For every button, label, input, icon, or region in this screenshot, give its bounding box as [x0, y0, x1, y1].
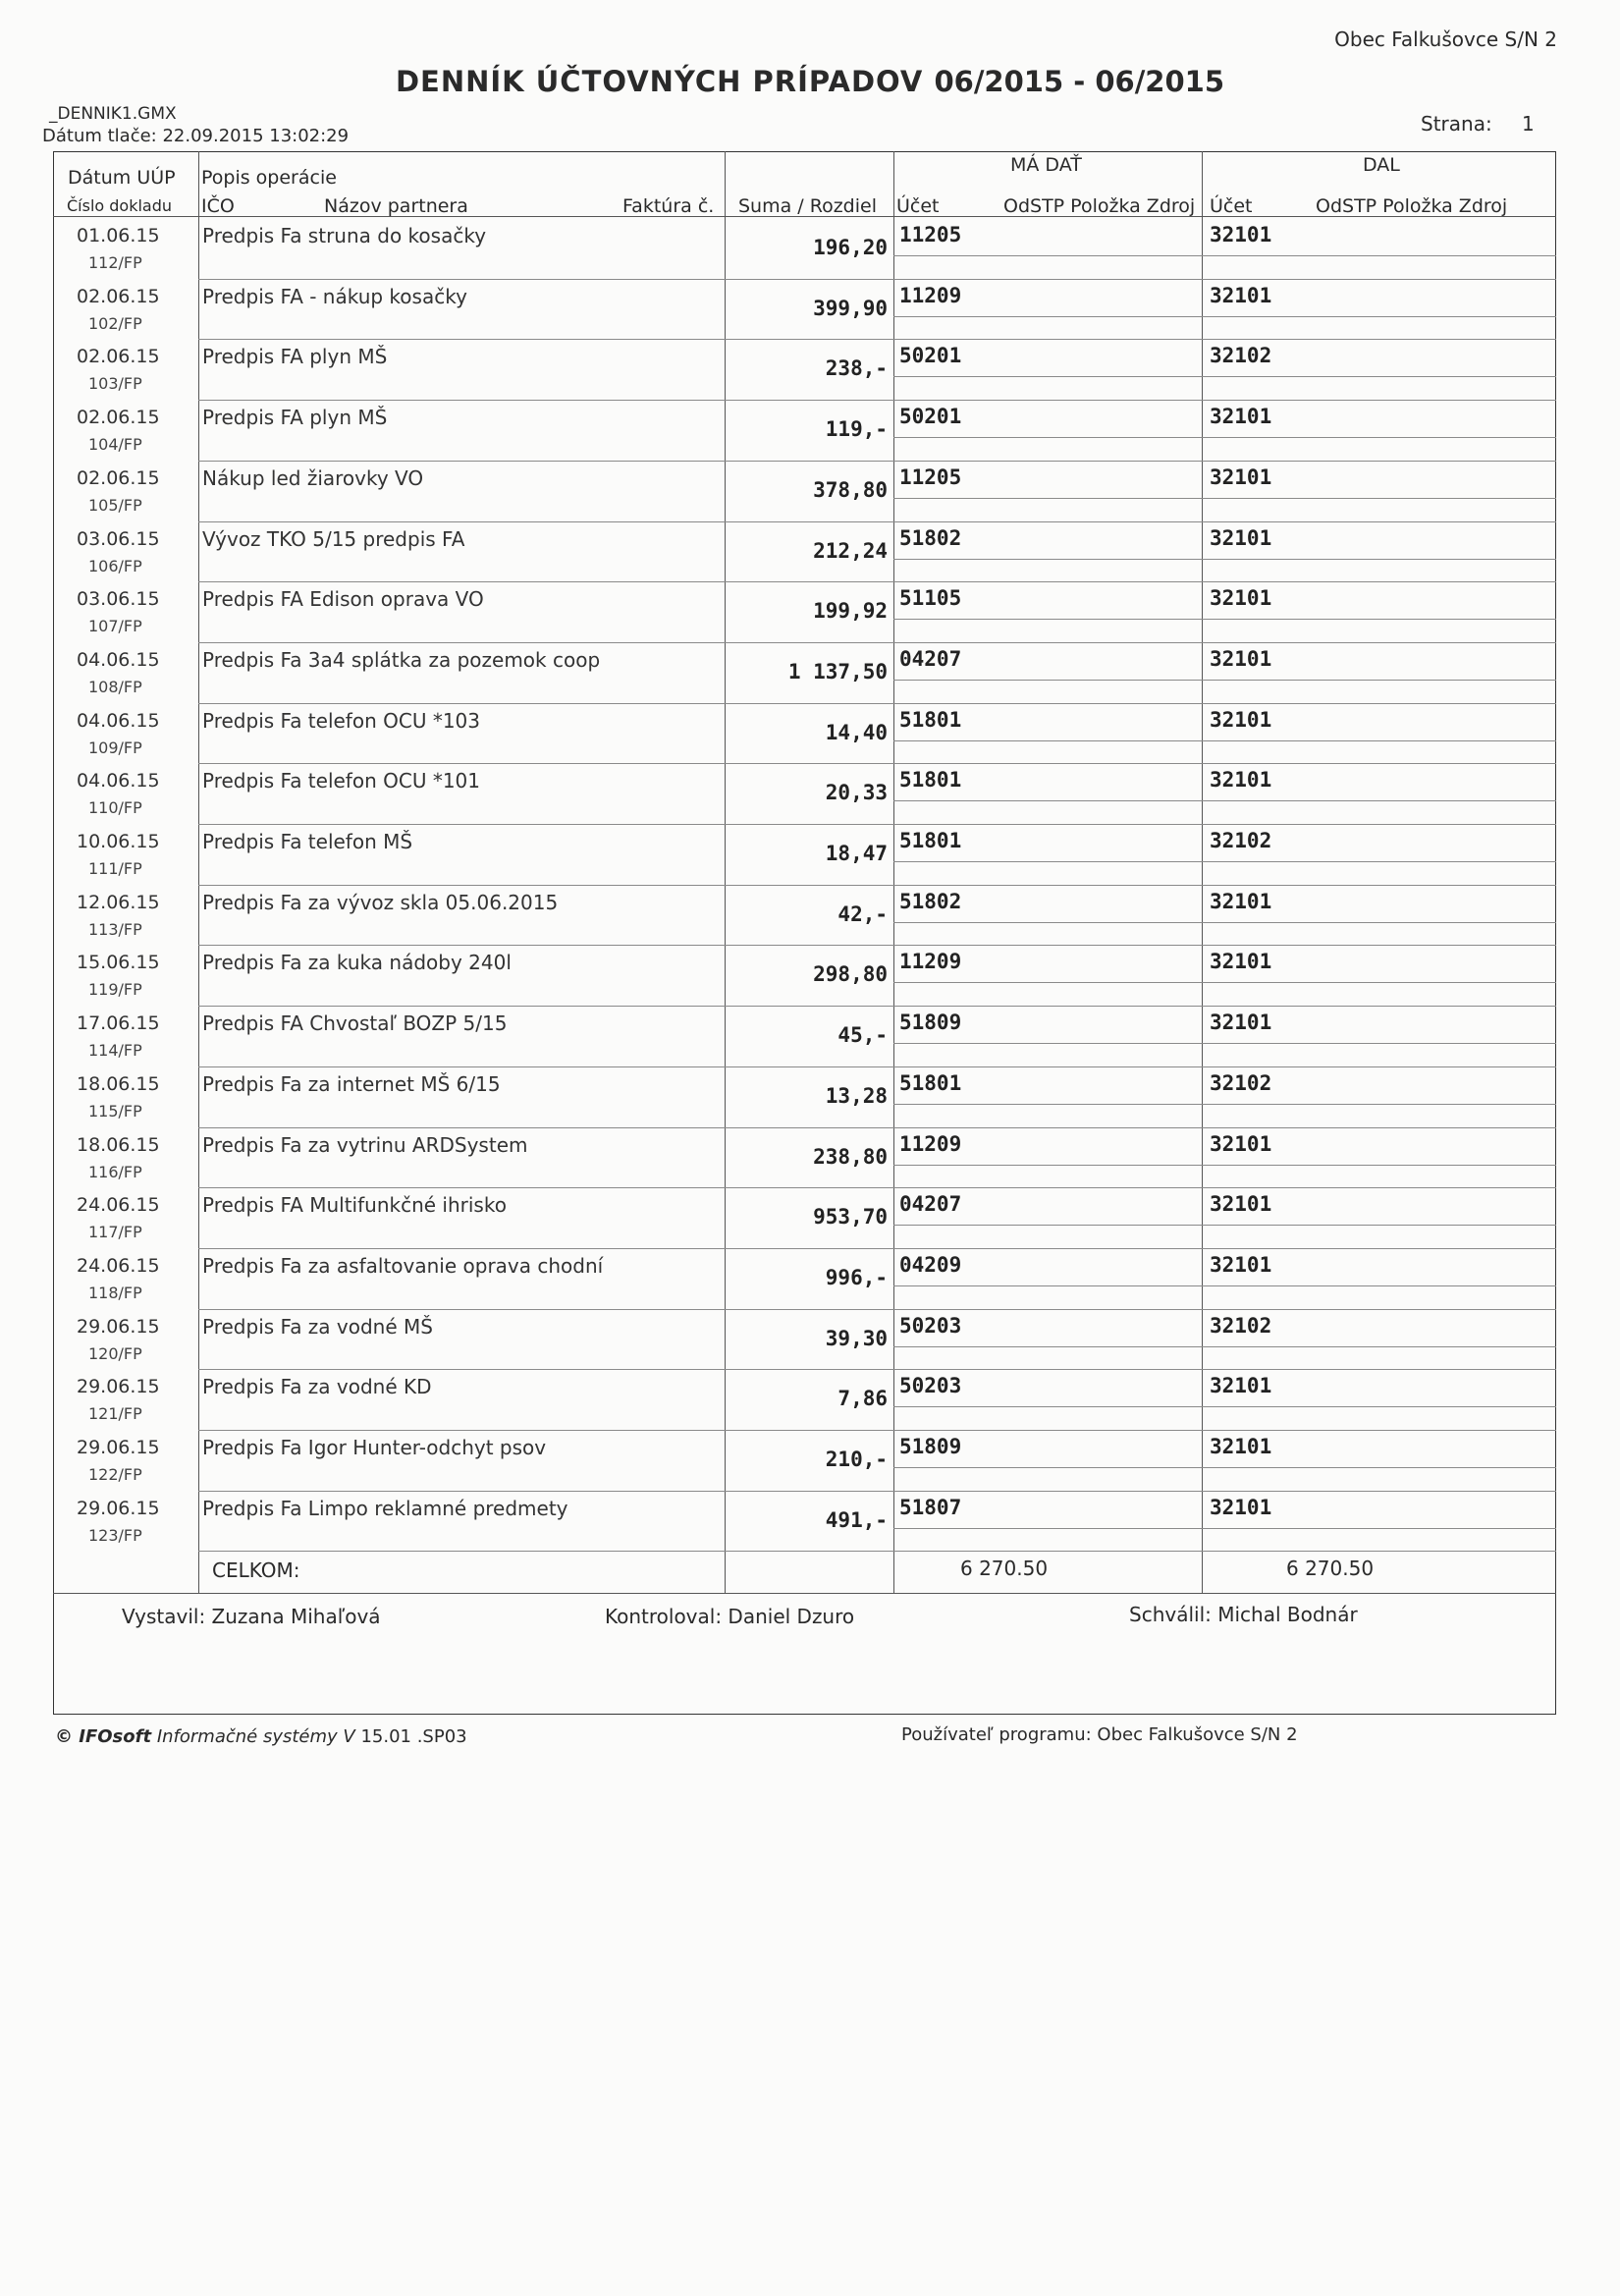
page-title	[0, 65, 1620, 98]
row-separator	[198, 885, 1556, 886]
row-account-subline	[893, 255, 1556, 256]
row-amount: 996,-	[825, 1265, 888, 1289]
row-credit-account: 32102	[1210, 344, 1272, 368]
row-date: 02.06.15	[77, 466, 160, 489]
row-credit-account: 32101	[1210, 1192, 1272, 1217]
row-account-subline	[893, 1285, 1556, 1286]
row-date: 02.06.15	[77, 407, 160, 429]
row-amount: 238,-	[825, 356, 888, 381]
row-amount: 7,86	[837, 1387, 888, 1411]
journal-table	[53, 151, 1556, 1715]
row-credit-account: 32101	[1210, 1435, 1272, 1458]
row-debit-account: 51802	[899, 525, 962, 550]
total-label: CELKOM:	[212, 1558, 300, 1582]
row-credit-account: 32101	[1210, 1374, 1272, 1398]
row-description: Predpis FA Multifunkčné ihrisko	[202, 1193, 507, 1218]
row-doc-number: 122/FP	[88, 1465, 142, 1484]
row-credit-account: 32101	[1210, 283, 1272, 307]
col-divider-3	[893, 151, 894, 1593]
row-credit-account: 32101	[1210, 525, 1272, 550]
row-separator	[198, 945, 1556, 946]
col-header-credit-subcols: OdSTP Položka Zdroj	[1316, 195, 1508, 217]
row-date: 24.06.15	[77, 1194, 160, 1217]
row-doc-number: 113/FP	[88, 919, 142, 939]
period-range: 06/2015 - 06/2015	[934, 65, 1225, 98]
row-account-subline	[893, 498, 1556, 499]
row-date: 04.06.15	[77, 770, 160, 793]
row-account-subline	[893, 1467, 1556, 1468]
row-doc-number: 114/FP	[88, 1041, 142, 1061]
row-date: 29.06.15	[77, 1497, 160, 1519]
checked-by: Kontroloval: Daniel Dzuro	[605, 1605, 855, 1628]
row-amount: 18,47	[825, 842, 888, 865]
row-credit-account: 32101	[1210, 1495, 1272, 1519]
row-date: 18.06.15	[77, 1072, 160, 1095]
row-description: Predpis Fa za vývoz skla 05.06.2015	[202, 890, 559, 914]
row-description: Predpis Fa Limpo reklamné predmety	[202, 1496, 568, 1520]
col-header-sum: Suma / Rozdiel	[738, 195, 877, 217]
row-credit-account: 32101	[1210, 405, 1272, 429]
row-doc-number: 102/FP	[88, 313, 142, 333]
row-doc-number: 123/FP	[88, 1525, 142, 1545]
row-separator	[198, 1551, 1556, 1552]
col-header-invoice: Faktúra č.	[622, 195, 715, 217]
row-amount: 199,92	[813, 599, 888, 624]
row-credit-account: 32101	[1210, 950, 1272, 974]
row-debit-account: 51809	[899, 1011, 962, 1035]
row-debit-account: 51801	[899, 768, 962, 793]
file-name: _DENNIK1.GMX	[49, 104, 177, 124]
row-account-subline	[893, 800, 1556, 801]
row-account-subline	[893, 559, 1556, 560]
row-date: 02.06.15	[77, 285, 160, 307]
row-doc-number: 108/FP	[88, 677, 142, 696]
credit-total: 6 270.50	[1286, 1557, 1375, 1580]
col-header-date: Dátum UÚP	[68, 167, 176, 189]
row-separator	[198, 824, 1556, 825]
software-footer	[55, 1726, 467, 1747]
row-date: 04.06.15	[77, 648, 160, 671]
row-debit-account: 50201	[899, 405, 962, 429]
row-account-subline	[893, 1406, 1556, 1407]
software-product: Informačné systémy V	[156, 1726, 355, 1747]
row-doc-number: 111/FP	[88, 859, 142, 878]
col-divider-1	[198, 151, 199, 1593]
row-doc-number: 112/FP	[88, 253, 142, 272]
page-number-label: Strana:	[1421, 112, 1492, 136]
col-header-credit: DAL	[1363, 154, 1400, 176]
row-amount: 399,90	[813, 296, 888, 320]
row-date: 04.06.15	[77, 709, 160, 732]
row-account-subline	[893, 1165, 1556, 1166]
title-text: DENNÍK ÚČTOVNÝCH PRÍPADOV	[395, 65, 924, 98]
row-amount: 196,20	[813, 236, 888, 259]
row-account-subline	[893, 1528, 1556, 1529]
row-debit-account: 51801	[899, 1070, 962, 1095]
row-debit-account: 04207	[899, 646, 962, 671]
row-amount: 39,30	[825, 1326, 888, 1350]
row-date: 15.06.15	[77, 952, 160, 974]
row-separator	[198, 339, 1556, 340]
row-doc-number: 119/FP	[88, 980, 142, 1000]
row-date: 29.06.15	[77, 1376, 160, 1398]
row-credit-account: 32101	[1210, 586, 1272, 611]
row-amount: 210,-	[825, 1448, 888, 1471]
row-debit-account: 51105	[899, 586, 962, 611]
row-account-subline	[893, 922, 1556, 923]
row-credit-account: 32101	[1210, 223, 1272, 246]
row-date: 02.06.15	[77, 346, 160, 368]
row-credit-account: 32101	[1210, 465, 1272, 489]
row-description: Predpis Fa za vytrinu ARDSystem	[202, 1132, 528, 1157]
row-separator	[198, 279, 1556, 280]
col-header-debit: MÁ DAŤ	[1010, 154, 1082, 176]
row-separator	[198, 1430, 1556, 1431]
row-debit-account: 04207	[899, 1192, 962, 1217]
row-description: Predpis Fa telefon MŠ	[202, 830, 413, 853]
row-credit-account: 32101	[1210, 707, 1272, 732]
row-doc-number: 116/FP	[88, 1162, 142, 1181]
row-debit-account: 50201	[899, 344, 962, 368]
row-doc-number: 103/FP	[88, 374, 142, 394]
row-description: Predpis Fa telefon OCU *101	[202, 769, 480, 793]
row-amount: 1 137,50	[787, 659, 888, 683]
row-debit-account: 51801	[899, 829, 962, 852]
row-account-subline	[893, 1225, 1556, 1226]
debit-total: 6 270.50	[960, 1557, 1049, 1580]
row-amount: 378,80	[813, 477, 888, 502]
row-separator	[198, 1309, 1556, 1310]
row-account-subline	[893, 619, 1556, 620]
row-debit-account: 11209	[899, 950, 962, 974]
row-account-subline	[893, 376, 1556, 377]
row-description: Vývoz TKO 5/15 predpis FA	[202, 526, 465, 551]
row-debit-account: 51809	[899, 1435, 962, 1458]
row-account-subline	[893, 437, 1556, 438]
row-credit-account: 32101	[1210, 1252, 1272, 1277]
page-number: 1	[1522, 112, 1535, 136]
row-date: 18.06.15	[77, 1133, 160, 1156]
col-divider-4	[1202, 151, 1203, 1593]
row-separator	[198, 581, 1556, 582]
row-separator	[198, 1187, 1556, 1188]
row-description: Predpis Fa Igor Hunter-odchyt psov	[202, 1436, 547, 1459]
row-separator	[198, 1491, 1556, 1492]
row-account-subline	[893, 1104, 1556, 1105]
row-date: 29.06.15	[77, 1315, 160, 1338]
approved-by: Schválil: Michal Bodnár	[1129, 1603, 1358, 1626]
row-date: 10.06.15	[77, 831, 160, 852]
col-header-doc-no: Číslo dokladu	[67, 196, 173, 215]
row-doc-number: 110/FP	[88, 798, 142, 818]
row-description: Nákup led žiarovky VO	[202, 465, 424, 490]
row-credit-account: 32101	[1210, 1011, 1272, 1035]
row-account-subline	[893, 316, 1556, 317]
row-account-subline	[893, 740, 1556, 741]
row-doc-number: 117/FP	[88, 1223, 142, 1242]
row-amount: 45,-	[837, 1023, 888, 1048]
row-description: Predpis FA plyn MŠ	[202, 406, 388, 430]
row-separator	[198, 763, 1556, 764]
row-date: 17.06.15	[77, 1012, 160, 1035]
row-description: Predpis FA - nákup kosačky	[202, 284, 467, 308]
row-date: 01.06.15	[77, 225, 160, 246]
row-description: Predpis Fa struna do kosačky	[202, 224, 487, 247]
row-date: 03.06.15	[77, 527, 160, 550]
table-bottom-divider	[53, 1593, 1556, 1594]
row-description: Predpis Fa za internet MŠ 6/15	[202, 1071, 501, 1096]
row-credit-account: 32101	[1210, 646, 1272, 671]
row-date: 29.06.15	[77, 1437, 160, 1458]
row-account-subline	[893, 680, 1556, 681]
row-credit-account: 32102	[1210, 1313, 1272, 1338]
row-credit-account: 32101	[1210, 1131, 1272, 1156]
row-account-subline	[893, 1043, 1556, 1044]
row-separator	[198, 1006, 1556, 1007]
row-description: Predpis Fa za kuka nádoby 240l	[202, 951, 512, 975]
row-debit-account: 04209	[899, 1252, 962, 1277]
row-date: 24.06.15	[77, 1254, 160, 1277]
row-description: Predpis FA Edison oprava VO	[202, 587, 484, 612]
row-doc-number: 115/FP	[88, 1101, 142, 1121]
row-account-subline	[893, 982, 1556, 983]
row-debit-account: 51807	[899, 1495, 962, 1519]
row-description: Predpis Fa telefon OCU *103	[202, 708, 480, 733]
row-debit-account: 11205	[899, 223, 962, 246]
row-debit-account: 50203	[899, 1313, 962, 1338]
row-description: Predpis FA Chvostaľ BOZP 5/15	[202, 1011, 508, 1036]
row-separator	[198, 461, 1556, 462]
row-amount: 20,33	[825, 781, 888, 805]
program-user: Používateľ programu: Obec Falkušovce S/N 2	[901, 1724, 1298, 1745]
software-version: 15.01 .SP03	[360, 1726, 467, 1747]
row-doc-number: 104/FP	[88, 435, 142, 455]
software-brand: © IFOsoft	[55, 1726, 152, 1747]
row-doc-number: 106/FP	[88, 556, 142, 575]
row-amount: 238,80	[813, 1144, 888, 1169]
row-date: 12.06.15	[77, 891, 160, 913]
col-header-debit-subcols: OdSTP Položka Zdroj	[1003, 195, 1196, 217]
row-credit-account: 32101	[1210, 768, 1272, 793]
row-debit-account: 11209	[899, 283, 962, 307]
row-description: Predpis Fa 3a4 splátka za pozemok coop	[202, 647, 601, 672]
row-amount: 212,24	[813, 538, 888, 563]
row-doc-number: 118/FP	[88, 1283, 142, 1302]
organization-name: Obec Falkušovce S/N 2	[1334, 27, 1557, 51]
row-amount: 13,28	[825, 1083, 888, 1108]
row-description: Predpis Fa za asfaltovanie oprava chodní	[202, 1253, 604, 1278]
row-separator	[198, 703, 1556, 704]
row-credit-account: 32102	[1210, 1070, 1272, 1095]
row-credit-account: 32101	[1210, 889, 1272, 913]
row-separator	[198, 521, 1556, 522]
row-debit-account: 11209	[899, 1131, 962, 1156]
row-doc-number: 121/FP	[88, 1404, 142, 1424]
row-description: Predpis Fa za vodné KD	[202, 1375, 432, 1399]
row-separator	[198, 1066, 1556, 1067]
print-date: Dátum tlače: 22.09.2015 13:02:29	[42, 126, 350, 146]
row-separator	[198, 400, 1556, 401]
row-separator	[198, 1248, 1556, 1249]
row-doc-number: 107/FP	[88, 617, 142, 636]
row-amount: 14,40	[825, 720, 888, 744]
col-header-debit-account: Účet	[896, 195, 940, 217]
row-account-subline	[893, 861, 1556, 862]
row-amount: 953,70	[813, 1205, 888, 1230]
row-doc-number: 105/FP	[88, 495, 142, 515]
row-amount: 42,-	[837, 902, 888, 926]
row-amount: 119,-	[825, 417, 888, 442]
row-separator	[198, 1369, 1556, 1370]
row-debit-account: 11205	[899, 465, 962, 489]
row-date: 03.06.15	[77, 588, 160, 611]
col-header-credit-account: Účet	[1210, 195, 1253, 217]
col-header-ico: IČO	[201, 195, 235, 217]
col-header-partner: Názov partnera	[324, 195, 468, 217]
row-doc-number: 120/FP	[88, 1343, 142, 1363]
row-credit-account: 32102	[1210, 829, 1272, 852]
col-divider-2	[725, 151, 726, 1593]
row-separator	[198, 642, 1556, 643]
row-separator	[198, 1127, 1556, 1128]
row-debit-account: 51802	[899, 889, 962, 913]
row-description: Predpis FA plyn MŠ	[202, 345, 388, 369]
row-doc-number: 109/FP	[88, 738, 142, 757]
row-debit-account: 51801	[899, 707, 962, 732]
issued-by: Vystavil: Zuzana Mihaľová	[122, 1605, 381, 1628]
header-divider	[53, 216, 1556, 217]
row-description: Predpis Fa za vodné MŠ	[202, 1314, 433, 1339]
col-header-operation: Popis operácie	[201, 167, 337, 189]
row-account-subline	[893, 1346, 1556, 1347]
row-amount: 491,-	[825, 1507, 888, 1532]
row-debit-account: 50203	[899, 1374, 962, 1398]
row-amount: 298,80	[813, 962, 888, 987]
